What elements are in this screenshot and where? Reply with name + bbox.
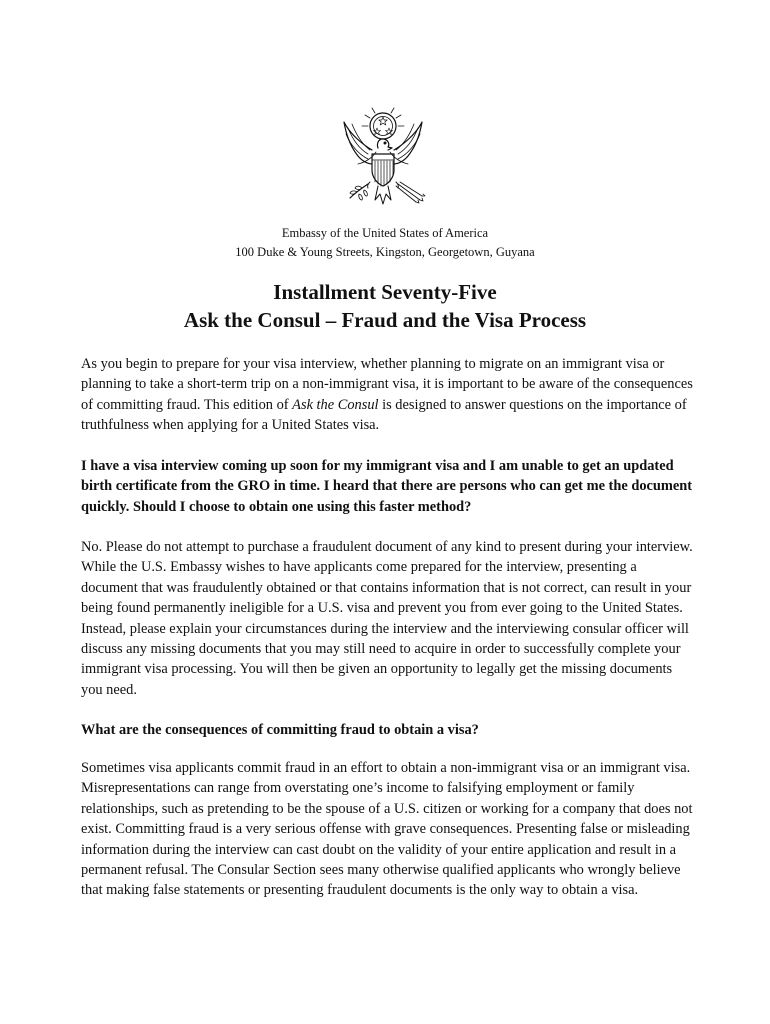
question-1: I have a visa interview coming up soon for my immigrant visa and I am unable to get an updated birth certificate from the GRO in time. I heard that there are persons who can get me the document quickly. Should I choose to obtain one using this faster method? <box>81 458 693 515</box>
answer-1: No. Please do not attempt to purchase a fraudulent document of any kind to present during your interview. While the U.S. Embassy wishes to have applicants come prepared for the interview, presenting a document that was fraudulently obtained or that contains information that is not correct, can result in your being found permanently ineligible for a U.S. visa and prevent you from ever going to the United States. Instead, please explain your circumstances during the interview and the interviewing consular officer will discuss any missing documents that you may still need to acquire in order to successfully complete your immigrant visa processing. You will then be given an opportunity to legally get the missing documents you need. <box>81 539 693 698</box>
installment-title: Installment Seventy-Five <box>273 280 497 304</box>
intro-text-before: As you begin to prepare for your visa interview, whether planning to migrate on an immigrant visa or planning to take a short-term trip on a non-immigrant visa, it is important to be aware of the consequences of committing fraud. This edition of <box>81 356 693 413</box>
embassy-name: Embassy of the United States of America <box>281 226 489 240</box>
intro-paragraph <box>81 354 693 436</box>
question-2: What are the consequences of committing fraud to obtain a visa? <box>81 722 479 738</box>
answer-2: Sometimes visa applicants commit fraud in an effort to obtain a non-immigrant visa or an immigrant visa. Misrepresentations can range from overstating one’s income to falsifying employment or family relationships, such as pretending to be the spouse of a U.S. citizen or working for a company that does not exist. Committing fraud is a very serious offense with grave consequences. Presenting false or misleading information during the interview can cast doubt on the validity of your entire application and result in a permanent refusal. The Consular Section sees many otherwise qualified applicants who wrongly believe that making false statements or presenting fraudulent documents is the only way to obtain a visa. <box>81 760 693 899</box>
intro-emphasis: Ask the Consul <box>292 396 379 413</box>
intro-text-after: is designed to answer questions on the importance of truthfulness when applying for a United States visa. <box>81 396 687 434</box>
great-seal-eagle-icon <box>328 104 438 214</box>
article-title: Ask the Consul – Fraud and the Visa Process <box>183 308 587 332</box>
embassy-address: 100 Duke & Young Streets, Kingston, Georgetown, Guyana <box>235 245 535 259</box>
